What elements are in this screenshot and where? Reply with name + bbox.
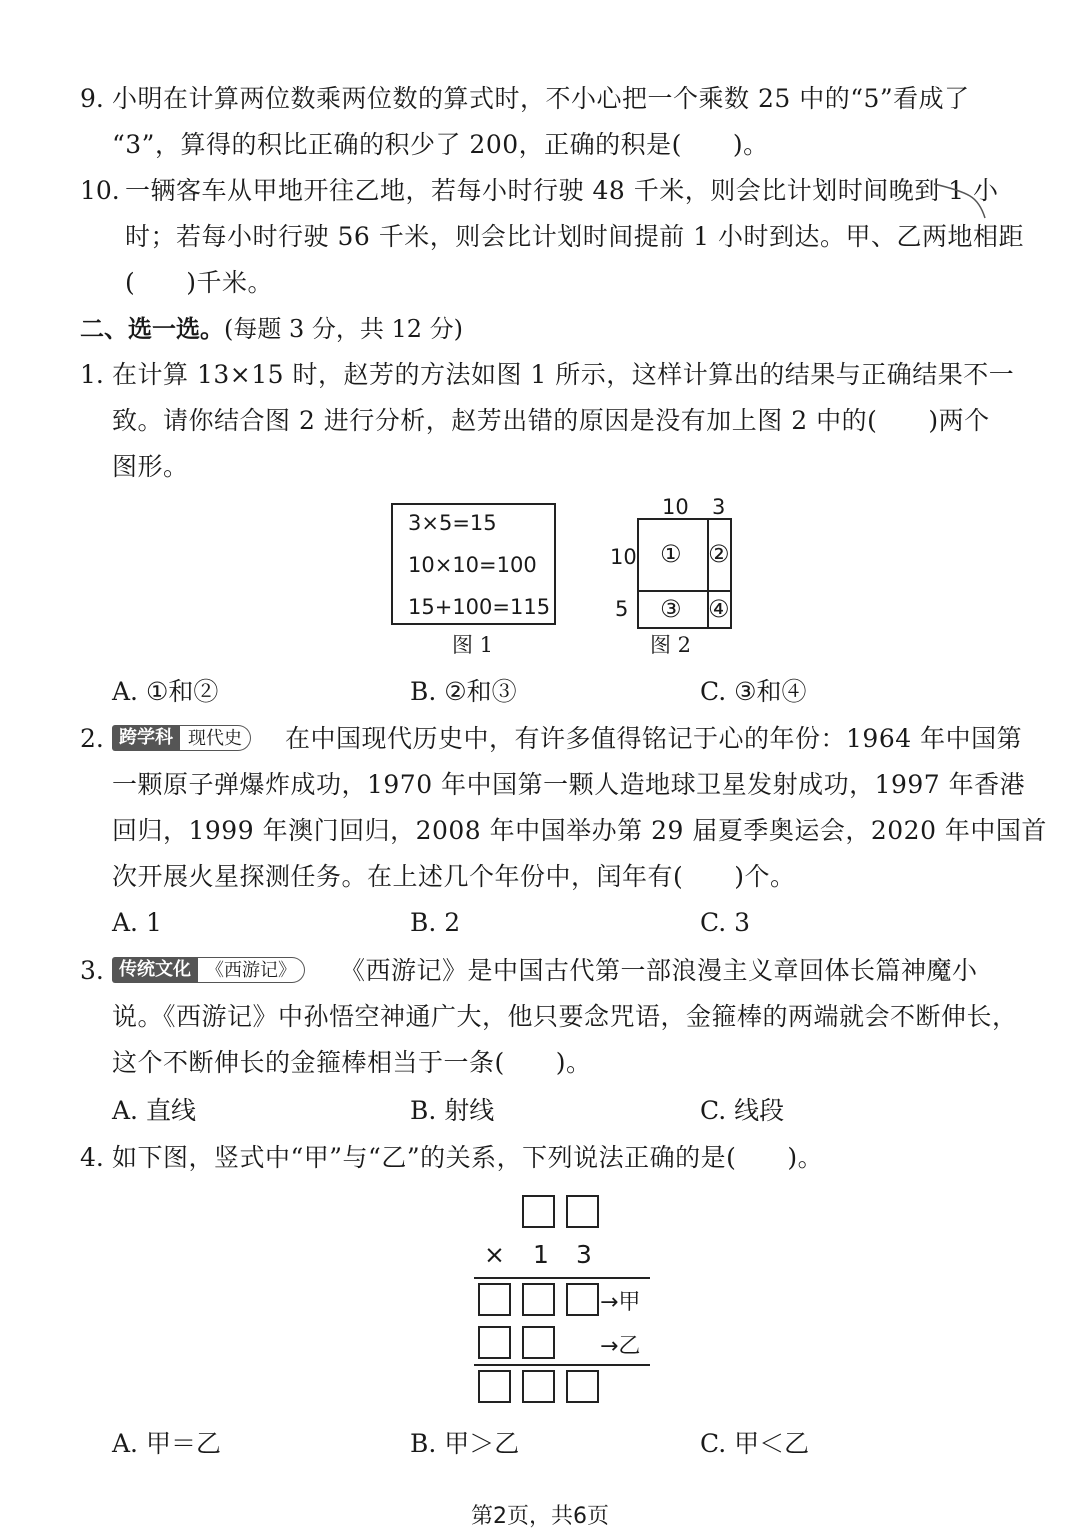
s2-option-a[interactable]: A. 1 xyxy=(112,908,162,937)
s3-option-a[interactable]: A. 直线 xyxy=(112,1096,196,1125)
s1-option-c[interactable]: C. ③和④ xyxy=(700,677,807,706)
multiplicand-box xyxy=(566,1195,599,1228)
cross-subject-tag xyxy=(112,725,251,751)
fig1-row-2: 10×10=100 xyxy=(408,553,537,577)
result-box xyxy=(522,1370,555,1403)
s3-number: 3. xyxy=(80,956,104,985)
figure-1-box xyxy=(391,503,556,625)
s2-text-line1: 在中国现代历史中，有许多值得铭记于心的年份：1964 年中国第 xyxy=(285,724,1023,753)
figure-1-caption: 图 1 xyxy=(452,633,494,657)
s1-text-line1: 在计算 13×15 时，赵芳的方法如图 1 所示，这样计算出的结果与正确结果不一 xyxy=(112,360,1015,389)
s2-text-line3: 回归，1999 年澳门回归，2008 年中国举办第 29 届夏季奥运会，2020 年中国首 xyxy=(112,816,1047,845)
tag-value: 《西游记》 xyxy=(198,957,305,983)
s4-text-line1: 如下图，竖式中“甲”与“乙”的关系，下列说法正确的是( )。 xyxy=(112,1143,824,1172)
s2-number: 2. xyxy=(80,724,104,753)
result-box xyxy=(566,1370,599,1403)
partial-product-yi-box xyxy=(478,1326,511,1359)
s4-option-b[interactable]: B. 甲＞乙 xyxy=(410,1429,520,1458)
s1-option-a[interactable]: A. ①和② xyxy=(112,677,219,706)
q9-text-line2: “3”，算得的积比正确的积少了 200，正确的积是( )。 xyxy=(112,130,769,159)
times-sign: × xyxy=(484,1240,505,1269)
fig2-cell-3: ③ xyxy=(660,595,682,623)
sum-line xyxy=(474,1277,650,1279)
s1-number: 1. xyxy=(80,360,104,389)
partial-product-jia-box xyxy=(478,1283,511,1316)
s1-text-line3: 图形。 xyxy=(112,452,189,481)
fig2-cell-1: ① xyxy=(660,540,682,568)
fig1-row-3: 15+100=115 xyxy=(408,595,551,619)
partial-product-jia-box xyxy=(566,1283,599,1316)
result-line xyxy=(474,1364,650,1366)
s3-text-line3: 这个不断伸长的金箍棒相当于一条( )。 xyxy=(112,1048,592,1077)
fig1-row-1: 3×5=15 xyxy=(408,511,497,535)
partial-product-yi-box xyxy=(522,1326,555,1359)
fig2-top-label-10: 10 xyxy=(662,495,689,519)
s3-option-c[interactable]: C. 线段 xyxy=(700,1096,785,1125)
s3-text-line2: 说。《西游记》中孙悟空神通广大，他只要念咒语，金箍棒的两端就会不断伸长， xyxy=(112,1002,1018,1031)
q9-number: 9. xyxy=(80,84,104,113)
section-points: (每题 3 分，共 12 分) xyxy=(224,315,464,343)
q10-number: 10. xyxy=(80,176,120,205)
s2-text-line4: 次开展火星探测任务。在上述几个年份中，闰年有( )个。 xyxy=(112,862,796,891)
section-title: 二、选一选。 xyxy=(80,314,224,343)
s2-option-b[interactable]: B. 2 xyxy=(410,908,461,937)
s4-option-a[interactable]: A. 甲＝乙 xyxy=(112,1429,221,1458)
s2-option-c[interactable]: C. 3 xyxy=(700,908,751,937)
result-box xyxy=(478,1370,511,1403)
tag-value: 现代史 xyxy=(180,725,251,751)
section-heading xyxy=(80,312,463,346)
pen-stroke-mark xyxy=(930,178,990,223)
fig2-cell-2: ② xyxy=(708,540,730,568)
q10-text-line3: ( )千米。 xyxy=(125,268,274,297)
q10-text-line1: 一辆客车从甲地开往乙地，若每小时行驶 48 千米，则会比计划时间晚到 1 小 xyxy=(125,176,999,205)
fig2-cell-4: ④ xyxy=(708,595,730,623)
arrow-jia-label: →甲 xyxy=(600,1290,641,1315)
s4-option-c[interactable]: C. 甲＜乙 xyxy=(700,1429,810,1458)
figure-2-caption: 图 2 xyxy=(650,633,692,657)
arrow-yi-label: →乙 xyxy=(600,1334,641,1359)
fig2-left-label-5: 5 xyxy=(615,597,629,621)
s1-option-b[interactable]: B. ②和③ xyxy=(410,677,517,706)
tag-key: 传统文化 xyxy=(112,957,198,983)
s3-option-b[interactable]: B. 射线 xyxy=(410,1096,495,1125)
s4-number: 4. xyxy=(80,1143,104,1172)
s3-text-line1: 《西游记》是中国古代第一部浪漫主义章回体长篇神魔小 xyxy=(340,956,978,985)
multiplier-digit-3: 3 xyxy=(576,1240,592,1269)
multiplier-digit-1: 1 xyxy=(533,1240,549,1269)
s1-text-line2: 致。请你结合图 2 进行分析，赵芳出错的原因是没有加上图 2 中的( )两个 xyxy=(112,406,990,435)
s2-text-line2: 一颗原子弹爆炸成功，1970 年中国第一颗人造地球卫星发射成功，1997 年香港 xyxy=(112,770,1026,799)
partial-product-jia-box xyxy=(522,1283,555,1316)
q9-text-line1: 小明在计算两位数乘两位数的算式时，不小心把一个乘数 25 中的“5”看成了 xyxy=(112,84,970,113)
culture-tag xyxy=(112,957,305,983)
multiplicand-box xyxy=(522,1195,555,1228)
page-footer: 第2页，共6页 xyxy=(471,1504,609,1529)
fig2-left-label-10: 10 xyxy=(610,545,637,569)
q10-text-line2: 时；若每小时行驶 56 千米，则会比计划时间提前 1 小时到达。甲、乙两地相距 xyxy=(125,222,1025,251)
fig2-top-label-3: 3 xyxy=(712,495,726,519)
tag-key: 跨学科 xyxy=(112,725,180,751)
